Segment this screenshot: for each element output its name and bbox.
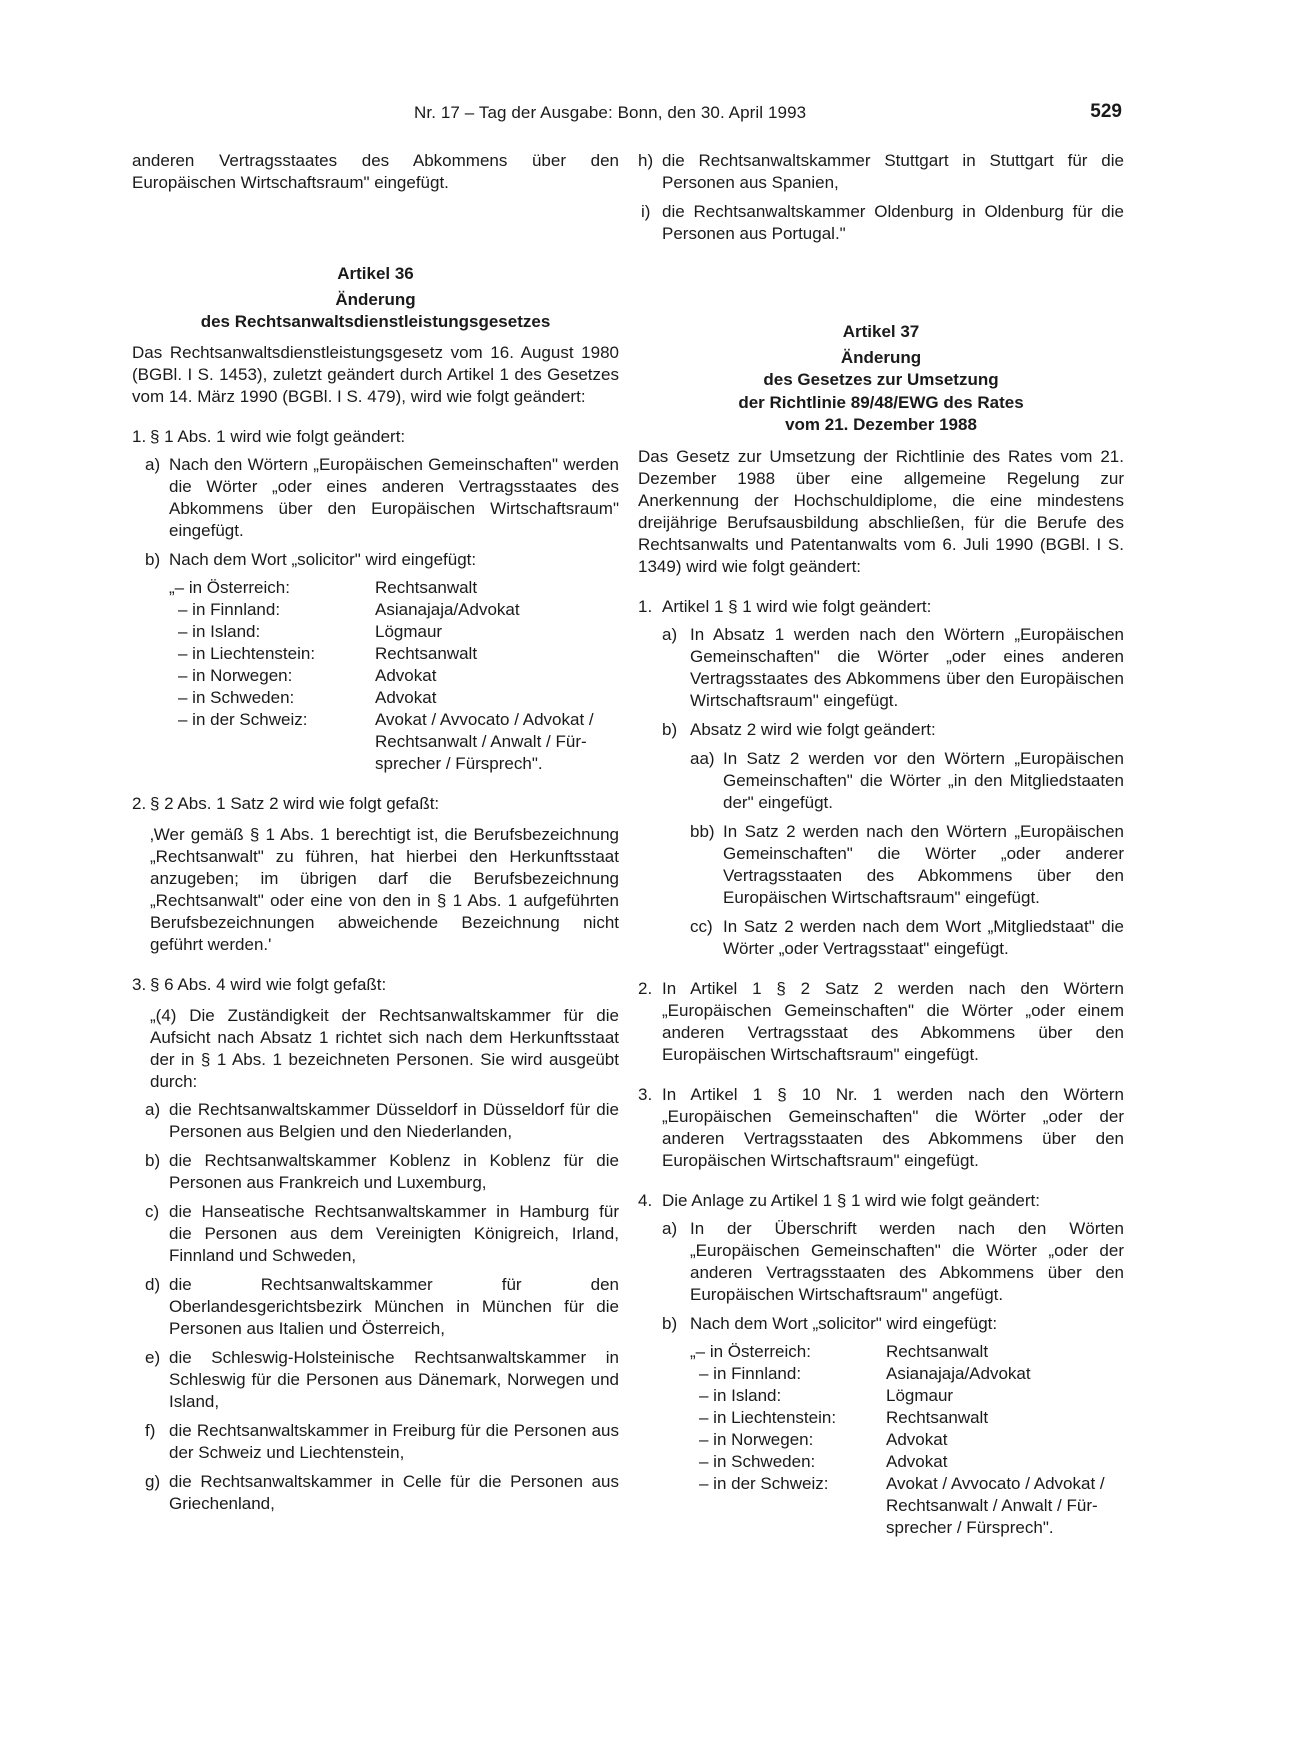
continuation-text: anderen Vertragsstaates des Abkommens über den Europäischen Wirtschaftsraum" eingefügt.	[132, 151, 619, 192]
article-title: Änderung	[335, 289, 416, 309]
item-text: § 2 Abs. 1 Satz 2 wird wie folgt gefaßt:	[150, 793, 440, 813]
list-item	[132, 454, 619, 542]
country-title: Asianajaja/Advokat	[886, 1363, 1031, 1383]
article-36-heading	[132, 263, 619, 334]
list-item	[638, 596, 1124, 618]
item-marker: aa)	[690, 748, 715, 768]
country-title: Lögmaur	[886, 1385, 954, 1405]
country-label: – in Schweden:	[178, 687, 295, 707]
country-title-continued: Rechtsanwalt / Anwalt / Für-	[375, 731, 587, 751]
country-label: – in Island:	[178, 621, 261, 641]
item-text: In Satz 2 werden nach dem Wort „Mitgliedstaat" die Wörter „oder Vertragsstaat" eingefügt.	[723, 916, 1124, 958]
item-text: die Rechtsanwaltskammer Düsseldorf in Düsseldorf für die Personen aus Belgien und den Niederlanden,	[169, 1099, 619, 1141]
list-item	[638, 1084, 1124, 1172]
list-item	[132, 793, 619, 815]
country-label: – in Liechtenstein:	[699, 1407, 837, 1427]
article-title: Änderung	[840, 347, 922, 367]
item-text: die Rechtsanwaltskammer Oldenburg in Oldenburg für die Personen aus Portugal."	[662, 202, 1124, 243]
country-title: Avokat / Avvocato / Advokat /	[375, 709, 594, 729]
country-label: „– in Österreich:	[169, 577, 290, 597]
article-37-heading	[638, 321, 1124, 437]
issue-line: Nr. 17 – Tag der Ausgabe: Bonn, den 30. April 1993	[414, 103, 807, 122]
item-marker: a)	[145, 1099, 161, 1119]
item-marker: bb)	[690, 821, 715, 841]
country-title: Advokat	[375, 687, 437, 707]
list-item	[638, 150, 1124, 194]
item-marker: 3.	[638, 1084, 653, 1104]
item-marker: f)	[145, 1420, 156, 1440]
item-text: Nach den Wörtern „Europäischen Gemeinschaften" werden die Wörter „oder eines anderen Vertragsstaates des Abkommens über den Europäischen Wirtschaftsraum" eingefügt.	[169, 454, 619, 540]
item-marker: a)	[145, 454, 161, 474]
country-title: Advokat	[886, 1451, 948, 1471]
country-label: – in Island:	[699, 1385, 782, 1405]
list-item	[638, 201, 1124, 245]
item-text: die Rechtsanwaltskammer in Celle für die Personen aus Griechenland,	[169, 1471, 619, 1513]
item-text: Die Anlage zu Artikel 1 § 1 wird wie folgt geändert:	[662, 1190, 1040, 1210]
article-36-lead: Das Rechtsanwaltsdienstleistungsgesetz vom 16. August 1980 (BGBl. I S. 1453), zuletzt geändert durch Artikel 1 des Gesetzes vom 14. März 1990 (BGBl. I S. 479), wird wie folgt geändert:	[132, 342, 619, 406]
item-text: In Absatz 1 werden nach den Wörtern „Europäischen Gemeinschaften" die Wörter „oder eines anderen Vertragsstaates des Abkommens über den Europäischen Wirtschaftsraum" eingefügt.	[690, 624, 1124, 710]
article-subtitle: der Richtlinie 89/48/EWG des Rates	[738, 392, 1024, 412]
list-item	[638, 916, 1124, 960]
article-37-lead: Das Gesetz zur Umsetzung der Richtlinie des Rates vom 21. Dezember 1988 über eine allgemeine Regelung zur Anerkennung der Hochschuldiplome, die eine mindestens dreijährige Berufsausbildung abschließen, für die Berufe des Rechtsanwalts und Patentanwalts vom 6. Juli 1990 (BGBl. I S. 1349) wird wie folgt geändert:	[638, 446, 1124, 576]
list-item	[638, 624, 1124, 712]
page-number: 529	[1090, 101, 1122, 122]
item-marker: 1.	[132, 426, 147, 446]
list-item	[132, 1099, 619, 1143]
list-item	[132, 1201, 619, 1267]
country-title: Advokat	[375, 665, 437, 685]
country-title: Advokat	[886, 1429, 948, 1449]
item-marker: e)	[145, 1347, 161, 1367]
country-label: – in Schweden:	[699, 1451, 816, 1471]
list-item	[638, 1313, 1124, 1335]
item-text: Nach dem Wort „solicitor" wird eingefügt:	[690, 1313, 998, 1333]
item-marker: c)	[145, 1201, 160, 1221]
list-item	[132, 974, 619, 996]
item-marker: b)	[662, 719, 678, 739]
item-text: In Artikel 1 § 2 Satz 2 werden nach den Wörtern „Europäischen Gemeinschaften" die Wörter „oder einem anderen Vertragsstaat des Abkommens über den Europäischen Wirtschaftsraum" eingefügt.	[662, 978, 1124, 1064]
list-item	[638, 1190, 1124, 1212]
item-text: In Artikel 1 § 10 Nr. 1 werden nach den Wörtern „Europäischen Gemeinschaften" die Wörter „oder der anderen Vertragsstaaten des Abkommens über den Europäischen Wirtschaftsraum" eingefügt.	[662, 1084, 1124, 1170]
list-item	[132, 549, 619, 571]
article-number: Artikel 37	[842, 322, 920, 341]
country-title: Asianajaja/Advokat	[375, 599, 520, 619]
item-text: die Rechtsanwaltskammer Koblenz in Koblenz für die Personen aus Frankreich und Luxemburg,	[169, 1150, 619, 1192]
list-item	[638, 748, 1124, 814]
country-label: – in Norwegen:	[699, 1429, 814, 1449]
item-marker: 3.	[132, 974, 147, 994]
article-subtitle: des Gesetzes zur Umsetzung	[763, 370, 999, 389]
country-label: – in der Schweiz:	[699, 1473, 829, 1493]
country-table	[638, 1341, 1124, 1539]
item-marker: b)	[145, 549, 161, 569]
item-marker: h)	[638, 151, 654, 170]
country-table	[132, 577, 619, 775]
country-label: – in Norwegen:	[178, 665, 293, 685]
country-title: Rechtsanwalt	[886, 1341, 989, 1361]
item-marker: 2.	[638, 978, 653, 998]
list-item	[638, 978, 1124, 1066]
list-item	[132, 1150, 619, 1194]
list-item	[132, 1471, 619, 1515]
item-text: In Satz 2 werden vor den Wörtern „Europäischen Gemeinschaften" die Wörter „in den Mitgliedstaaten der" eingefügt.	[723, 748, 1124, 812]
item-marker: b)	[145, 1150, 161, 1170]
country-label: – in Finnland:	[699, 1363, 802, 1383]
page-header	[132, 103, 1122, 127]
item-text: In der Überschrift werden nach den Wörten „Europäischen Gemeinschaften" die Wörter „oder der anderen Vertragsstaaten des Abkommens über den Europäischen Wirtschaftsraum" angefügt.	[690, 1218, 1124, 1304]
item-text: die Rechtsanwaltskammer Stuttgart in Stuttgart für die Personen aus Spanien,	[662, 151, 1124, 192]
country-title: Rechtsanwalt	[375, 643, 478, 663]
item-text: die Rechtsanwaltskammer in Freiburg für die Personen aus der Schweiz und Liechtenstein,	[169, 1420, 619, 1462]
item-marker: b)	[662, 1313, 678, 1333]
item-marker: 4.	[638, 1190, 653, 1210]
list-item	[638, 821, 1124, 909]
country-label: – in Finnland:	[178, 599, 281, 619]
country-title-continued: Rechtsanwalt / Anwalt / Für-	[886, 1495, 1098, 1515]
list-item	[638, 719, 1124, 741]
list-item	[132, 1420, 619, 1464]
item-marker: d)	[145, 1274, 161, 1294]
quoted-text: ‚Wer gemäß § 1 Abs. 1 berechtigt ist, die Berufsbezeichnung „Rechtsanwalt" zu führen, hat hierbei den Herkunftsstaat anzugeben; im übrigen darf die Berufsbezeichnung „Rechtsanwalt" oder eine von den in § 1 Abs. 1 aufgeführten Berufsbezeichnungen abweichende Bezeichnung nicht geführt werden.'	[150, 824, 619, 954]
item-text: Artikel 1 § 1 wird wie folgt geändert:	[662, 596, 932, 616]
item-marker: g)	[145, 1471, 161, 1491]
country-title-continued: sprecher / Fürsprech".	[375, 753, 543, 773]
article-number: Artikel 36	[337, 264, 414, 283]
country-label: „– in Österreich:	[690, 1341, 811, 1361]
right-column	[638, 150, 1124, 1539]
item-text: Absatz 2 wird wie folgt geändert:	[690, 719, 936, 739]
list-item	[132, 426, 619, 448]
country-title: Avokat / Avvocato / Advokat /	[886, 1473, 1105, 1493]
item-marker: 2.	[132, 793, 147, 813]
list-item	[132, 1347, 619, 1413]
item-marker: i)	[641, 202, 651, 221]
left-column	[132, 150, 619, 1515]
article-subtitle: des Rechtsanwaltsdienstleistungsgesetzes	[200, 312, 551, 331]
item-marker: 1.	[638, 596, 653, 616]
article-subtitle: vom 21. Dezember 1988	[785, 415, 977, 434]
list-item	[638, 1218, 1124, 1306]
quoted-text: „(4) Die Zuständigkeit der Rechtsanwaltskammer für die Aufsicht nach Absatz 1 richtet sich nach dem Herkunftsstaat der in § 1 Abs. 1 bezeichneten Personen. Sie wird ausgeübt durch:	[150, 1005, 619, 1091]
item-text: § 1 Abs. 1 wird wie folgt geändert:	[150, 426, 406, 446]
country-title-continued: sprecher / Fürsprech".	[886, 1517, 1054, 1537]
country-label: – in Liechtenstein:	[178, 643, 316, 663]
country-title: Lögmaur	[375, 621, 443, 641]
item-text: die Schleswig-Holsteinische Rechtsanwaltskammer in Schleswig für die Personen aus Dänemark, Norwegen und Island,	[169, 1347, 619, 1411]
item-marker: cc)	[690, 916, 713, 936]
item-marker: a)	[662, 624, 678, 644]
country-title: Rechtsanwalt	[886, 1407, 989, 1427]
country-title: Rechtsanwalt	[375, 577, 478, 597]
item-text: In Satz 2 werden nach den Wörtern „Europäischen Gemeinschaften" die Wörter „oder anderer Vertragsstaaten des Abkommens über den Europäischen Wirtschaftsraum" eingefügt.	[723, 821, 1124, 907]
item-text: § 6 Abs. 4 wird wie folgt gefaßt:	[150, 974, 387, 994]
item-text: die Hanseatische Rechtsanwaltskammer in Hamburg für die Personen aus dem Vereinigten Königreich, Irland, Finnland und Schweden,	[169, 1201, 619, 1265]
list-item	[132, 1274, 619, 1340]
item-text: die Rechtsanwaltskammer für den Oberlandesgerichtsbezirk München in München für die Personen aus Italien und Österreich,	[169, 1274, 619, 1338]
item-text: Nach dem Wort „solicitor" wird eingefügt:	[169, 549, 477, 569]
item-marker: a)	[662, 1218, 678, 1238]
country-label: – in der Schweiz:	[178, 709, 308, 729]
